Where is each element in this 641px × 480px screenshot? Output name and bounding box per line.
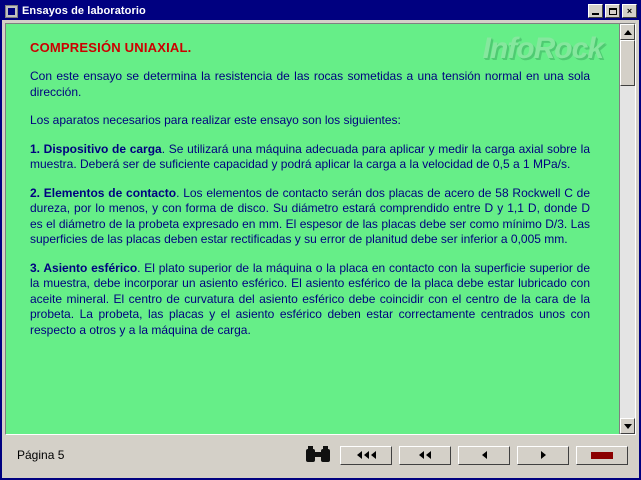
paragraph-text: . Los elementos de contacto serán dos placas de acero de 58 Rockwell C de dureza, por lo menos, y con forma de disco. Su diámetro estará comprendido entre D y 1,1 D, donde D es el diámetro de la probeta expresado en mm. El espesor de las placas debe ser como mínimo D/3. Las superficies de las placas deben estar rectificadas y su error de planitud debe ser inferior a 0,005 mm. xyxy=(30,185,591,246)
document-icon xyxy=(5,5,18,18)
scroll-up-icon xyxy=(624,30,632,35)
inforock-watermark: InfoRock xyxy=(482,32,603,65)
stop-icon xyxy=(591,452,613,459)
maximize-button[interactable] xyxy=(605,4,620,18)
chevron-left-icon xyxy=(426,451,431,459)
scrollbar-track[interactable] xyxy=(620,40,635,418)
paragraph-lead: 3. Asiento esférico xyxy=(30,260,138,275)
minimize-button[interactable] xyxy=(588,4,603,18)
paragraph-text: . El plato superior de la máquina o la placa en contacto con la superficie superior de la muestra, debe incorporar un asiento esférico. El asiento esférico de la placa debe estar lubricado con aceite mineral. El centro de curvatura del asiento esférico debe coincidir con el centro de la cara de la probeta. La probeta, las placas y el asiento esférico deben estar correctamente centrados unos con respecto a otros y a la máquina de carga. xyxy=(30,260,590,337)
paragraph xyxy=(30,142,590,173)
paragraph xyxy=(30,69,590,100)
binoculars-icon xyxy=(304,446,332,464)
next-page-button[interactable] xyxy=(517,446,569,465)
paragraph xyxy=(30,186,590,248)
stop-button[interactable] xyxy=(576,446,628,465)
page-number-label: Página 5 xyxy=(17,448,65,462)
document-content xyxy=(6,24,619,434)
status-bar xyxy=(5,435,636,475)
window-title: Ensayos de laboratorio xyxy=(22,5,146,17)
chevron-left-icon xyxy=(419,451,424,459)
search-button[interactable] xyxy=(303,445,333,465)
page-title: COMPRESIÓN UNIAXIAL. xyxy=(30,40,192,55)
minimize-icon xyxy=(592,13,599,15)
paragraph xyxy=(30,261,590,339)
scroll-down-icon xyxy=(624,424,632,429)
chevron-left-icon xyxy=(482,451,487,459)
first-page-button[interactable] xyxy=(340,446,392,465)
chevron-left-icon xyxy=(357,451,362,459)
window-controls xyxy=(588,4,637,18)
paragraph xyxy=(30,113,590,129)
fast-previous-button[interactable] xyxy=(399,446,451,465)
paragraph-lead: 2. Elementos de contacto xyxy=(30,185,177,200)
chevron-left-icon xyxy=(364,451,369,459)
close-button[interactable] xyxy=(622,4,637,18)
paragraph-text: Los aparatos necesarios para realizar este ensayo son los siguientes: xyxy=(30,113,401,127)
scrollbar-thumb[interactable] xyxy=(620,40,635,86)
scroll-up-button[interactable] xyxy=(620,24,635,40)
title-bar xyxy=(2,2,639,20)
navigation-toolbar xyxy=(303,445,628,465)
chevron-left-icon xyxy=(371,451,376,459)
vertical-scrollbar[interactable] xyxy=(619,24,635,434)
close-icon: × xyxy=(626,5,633,16)
document-area xyxy=(5,23,636,435)
previous-page-button[interactable] xyxy=(458,446,510,465)
paragraph-text: . Se utilizará una máquina adecuada para aplicar y medir la carga axial sobre la muestra. Deberá ser de suficiente capacidad y podrá aplicar la carga a la velocidad de 0,5 a 1 MPa/s. xyxy=(30,141,590,171)
maximize-icon xyxy=(609,8,617,15)
paragraph-lead: 1. Dispositivo de carga xyxy=(30,141,162,156)
chevron-right-icon xyxy=(541,451,546,459)
scroll-down-button[interactable] xyxy=(620,418,635,434)
paragraph-text: Con este ensayo se determina la resistencia de las rocas sometidas a una tensión normal en una sola dirección. xyxy=(30,69,590,99)
client-area xyxy=(2,20,639,478)
